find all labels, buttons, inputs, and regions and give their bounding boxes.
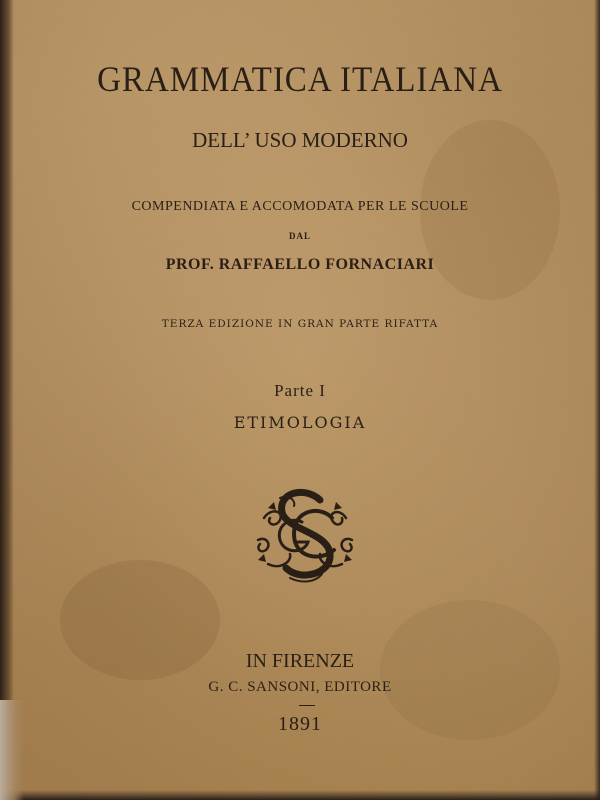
imprint-publisher: G. C. SANSONI, EDITORE — [208, 679, 392, 695]
imprint-year: 1891 — [278, 713, 322, 735]
edition-note: TERZA EDIZIONE IN GRAN PARTE RIFATTA — [161, 318, 439, 330]
book-description: COMPENDIATA E ACCOMODATA PER LE SCUOLE — [131, 199, 469, 214]
monogram-emblem-icon — [250, 478, 360, 588]
section-title: ETIMOLOGIA — [233, 413, 367, 432]
part-label: Parte I — [274, 381, 326, 400]
divider — [299, 705, 315, 706]
author-name: PROF. RAFFAELLO FORNACIARI — [165, 256, 435, 273]
book-subtitle: DELL’ USO MODERNO — [192, 128, 408, 152]
by-label: DAL — [288, 231, 311, 241]
imprint-city: IN FIRENZE — [245, 650, 355, 672]
page-edge-bottom — [0, 790, 600, 800]
book-title: GRAMMATICA ITALIANA — [97, 59, 503, 99]
